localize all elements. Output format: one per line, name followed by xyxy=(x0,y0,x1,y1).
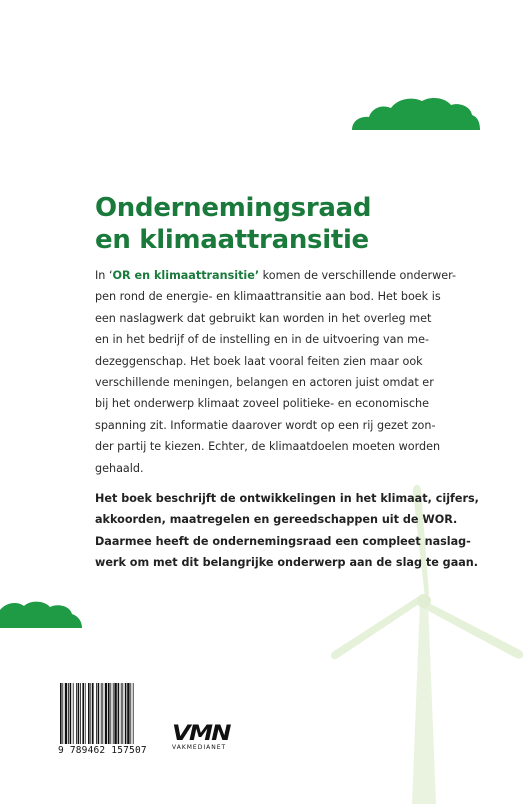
barcode-bar xyxy=(102,683,103,745)
blurb-line xyxy=(95,265,457,286)
barcode-bar xyxy=(105,683,107,745)
blurb-paragraph-2 xyxy=(95,488,479,574)
barcode-bar xyxy=(114,683,116,745)
barcode-bar xyxy=(78,683,80,745)
blurb-line: bij het onderwerp klimaat zoveel politieke- en economische xyxy=(95,397,430,411)
barcode-bar xyxy=(90,683,91,745)
barcode-bar xyxy=(118,683,120,745)
barcode-bar xyxy=(73,683,74,745)
barcode-bar xyxy=(70,683,72,745)
barcode-bar xyxy=(88,683,90,745)
barcode-bar xyxy=(130,683,131,745)
title-line-1: Ondernemingsraad xyxy=(95,193,372,223)
cloud-top-right xyxy=(352,96,480,130)
blurb-paragraph-1 xyxy=(95,265,457,479)
cloud-left xyxy=(0,600,82,628)
barcode-bar xyxy=(80,683,81,745)
barcode-bar xyxy=(133,683,134,745)
barcode-bar xyxy=(92,683,94,745)
barcode-bars xyxy=(58,683,154,745)
barcode-bar xyxy=(82,683,84,745)
blurb xyxy=(95,265,479,570)
blurb-line: en in het bedrijf of de instelling en in de uitvoering van me- xyxy=(95,333,430,347)
barcode-bar xyxy=(65,683,67,745)
barcode-bar xyxy=(68,683,69,745)
barcode-bar xyxy=(96,683,97,745)
barcode-bar xyxy=(60,683,62,745)
blurb-text: komen de verschillende onderwer- xyxy=(259,269,457,282)
blurb-line: dezeggenschap. Het boek laat vooral feiten zien maar ook xyxy=(95,354,423,368)
barcode-bar xyxy=(127,683,129,745)
barcode-bar xyxy=(85,683,86,745)
barcode-bar xyxy=(125,683,127,745)
blurb-line: een naslagwerk dat gebruikt kan worden in het overleg met xyxy=(95,311,432,325)
barcode-bar xyxy=(113,683,114,745)
blurb-bold-line: Het boek beschrijft de ontwikkelingen in het klimaat, cijfers, xyxy=(95,492,479,505)
publisher-logo xyxy=(172,722,247,758)
barcode-bar xyxy=(122,683,123,745)
barcode-bar xyxy=(110,683,111,745)
publisher-name: VAKMEDIANET xyxy=(172,744,227,751)
blurb-bold-line: Daarmee heeft de ondernemingsraad een compleet naslag- xyxy=(95,534,471,548)
blurb-bold-line: werk om met dit belangrijke onderwerp aan de slag te gaan. xyxy=(95,556,479,570)
blurb-bold-line: akkoorden, maatregelen en gereedschappen uit de WOR. xyxy=(95,513,458,527)
barcode-bar xyxy=(62,683,63,745)
blurb-line: gehaald. xyxy=(95,461,144,475)
publisher-logo-mark: VMN xyxy=(172,721,230,745)
blurb-line: der partij te kiezen. Echter, de klimaatdoelen moeten worden xyxy=(95,440,441,454)
barcode-bar xyxy=(108,683,110,745)
book-title-highlight: OR en klimaattransitie’ xyxy=(112,269,260,282)
blurb-text: In ‘ xyxy=(95,269,113,282)
title-line-2: en klimaattransitie xyxy=(95,225,369,255)
barcode-bar xyxy=(76,683,77,745)
book-title xyxy=(95,192,475,256)
blurb-line: verschillende meningen, belangen en actoren juist omdat er xyxy=(95,376,434,390)
blurb-line: spanning zit. Informatie daarover wordt op een rij gezet zon- xyxy=(95,418,436,432)
barcode-bar xyxy=(101,683,102,745)
isbn-number: 9 789462 157507 xyxy=(58,744,158,756)
blurb-line: pen rond de energie- en klimaattransitie aan bod. Het boek is xyxy=(95,290,441,304)
barcode-bar xyxy=(121,683,122,745)
barcode-bar xyxy=(98,683,100,745)
